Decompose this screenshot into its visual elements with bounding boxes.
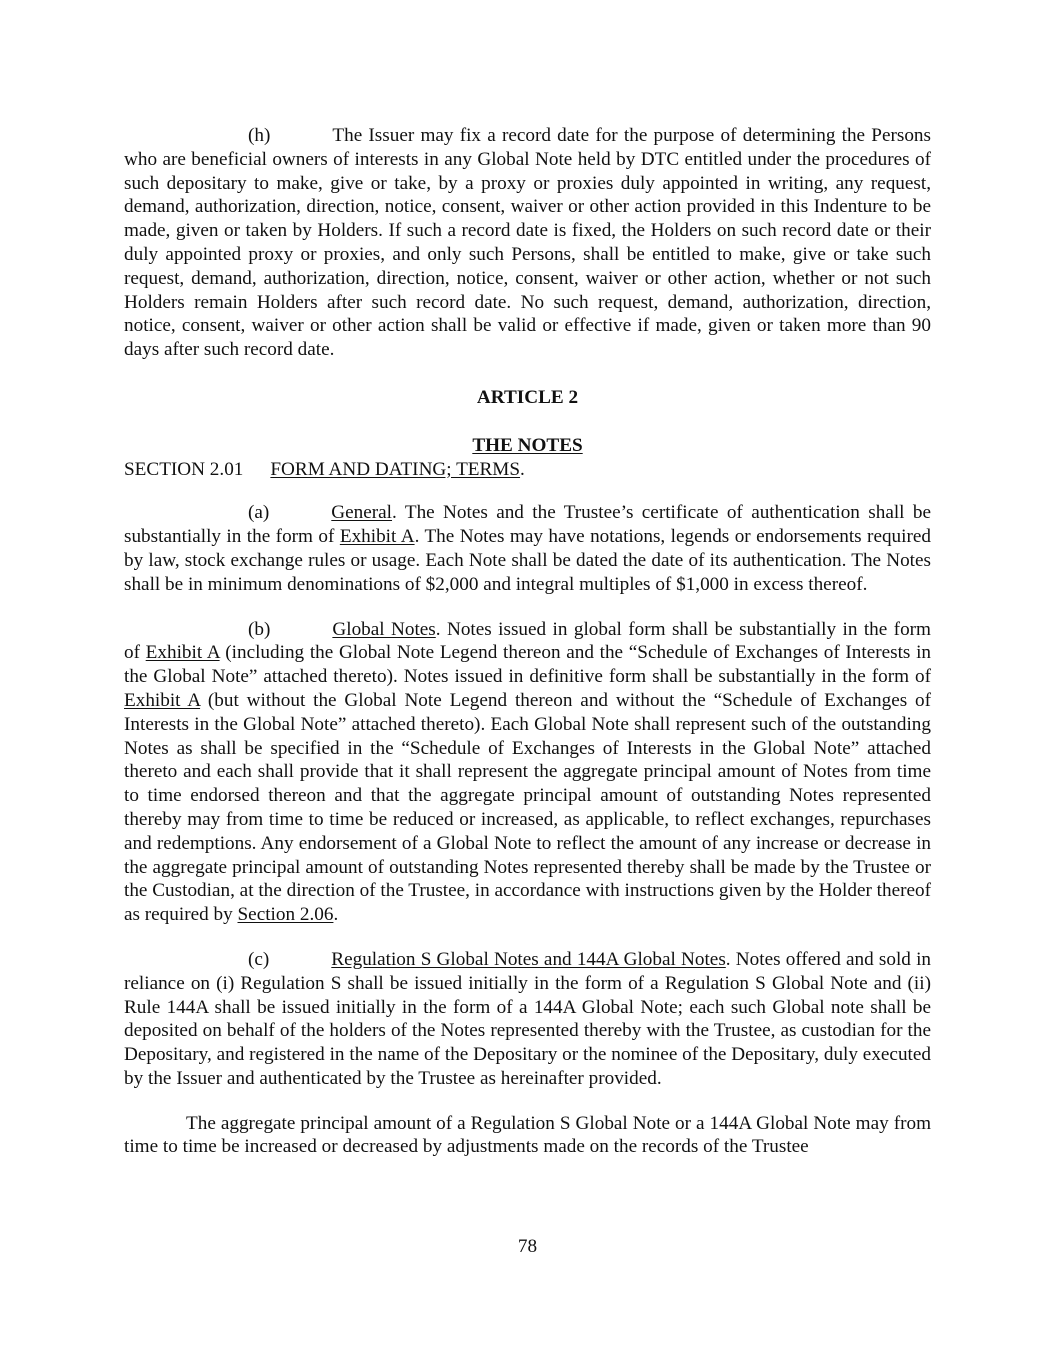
section-number: SECTION 2.01 — [124, 458, 244, 480]
paragraph-text: The aggregate principal amount of a Regulation S Global Note or a 144A Global Note may from time to time be increased or decreased by adjustments made on the records of the Trustee — [124, 1112, 931, 1158]
paragraph-text: . — [333, 904, 339, 926]
section-title: FORM AND DATING; TERMS — [270, 458, 521, 480]
article-title-text: THE NOTES — [472, 434, 583, 456]
exhibit-reference: Exhibit A — [339, 526, 415, 548]
paragraph-heading: Regulation S Global Notes and 144A Global Notes — [331, 948, 726, 970]
section-heading — [124, 458, 931, 482]
paragraph-text: . The Notes and the Trustee’s certificate of authentication shall be substantially in the form of — [124, 502, 931, 548]
paragraph-label: (a) — [248, 502, 270, 524]
article-title — [124, 434, 931, 458]
document-page — [124, 124, 931, 1159]
paragraph-c — [124, 948, 931, 1091]
paragraph-b — [124, 618, 931, 927]
section-trailing: . — [520, 458, 525, 480]
paragraph-aggregate — [124, 1112, 931, 1160]
paragraph-a — [124, 501, 931, 596]
paragraph-text: (but without the Global Note Legend thereon and without the “Schedule of Exchanges of Interests in the Global Note” attached thereto). Each Global Note shall represent such of the outstanding Notes as shall be specified in the “Schedule of Exchanges of Interests in the Global Note” attached thereto and each shall provide that it shall represent the aggregate principal amount of Notes from time to time endorsed thereon and that the aggregate principal amount of outstanding Notes represented thereby may from time to time be reduced or increased, as applicable, to reflect exchanges, repurchases and redemptions. Any endorsement of a Global Note to reflect the amount of any increase or decrease in the aggregate principal amount of outstanding Notes represented thereby shall be made by the Trustee or the Custodian, at the direction of the Trustee, in accordance with instructions given by the Holder thereof as required by — [124, 689, 932, 926]
paragraph-label: (h) — [248, 125, 271, 146]
paragraph-heading: Global Notes — [332, 618, 436, 640]
section-reference: Section 2.06 — [237, 904, 334, 926]
paragraph-heading: General — [331, 502, 393, 524]
exhibit-reference: Exhibit A — [145, 642, 220, 664]
paragraph-label: (b) — [248, 618, 271, 640]
paragraph-label: (c) — [248, 948, 270, 970]
paragraph-text: The Issuer may fix a record date for the purpose of determining the Persons who are beneficial owners of interests in any Global Note held by DTC entitled under the procedures of such depositary to make, give or take, by a proxy or proxies duly appointed in writing, any request, demand, authorization, direction, notice, consent, waiver or other action provided in this Indenture to be made, given or taken by Holders. If such a record date is fixed, the Holders on such record date or their duly appointed proxy or proxies, and only such Persons, shall be entitled to make, give or take such request, demand, authorization, direction, notice, consent, waiver or other action, whether or not such Holders remain Holders after such record date. No such request, demand, authorization, direction, notice, consent, waiver or other action shall be valid or effective if made, given or taken more than 90 days after such record date. — [124, 125, 931, 361]
exhibit-reference: Exhibit A — [124, 689, 201, 711]
article-number: ARTICLE 2 — [476, 386, 579, 408]
paragraph-text: (including the Global Note Legend thereon and the “Schedule of Exchanges of Interests in the Global Note” attached thereto). Notes issued in definitive form shall be substantially in the form of — [124, 642, 932, 688]
page-number: 78 — [517, 1236, 538, 1257]
paragraph-text: . Notes issued in global form shall be substantially in the form of — [124, 618, 931, 664]
paragraph-text: . Notes offered and sold in reliance on (i) Regulation S shall be issued initially in the form of a Regulation S Global Note and (ii) Rule 144A shall be issued initially in the form of a 144A Global Note; each such Global note shall be deposited on behalf of the holders of the Notes represented thereby with the Trustee, as custodian for the Depositary, and registered in the name of the Depositary or the nominee of the Depositary, duly executed by the Issuer and authenticated by the Trustee as hereinafter provided. — [124, 948, 931, 1089]
paragraph-text: . The Notes may have notations, legends or endorsements required by law, stock exchange rules or usage. Each Note shall be dated the date of its authentication. The Notes shall be in minimum denominations of $2,000 and integral multiples of $1,000 in excess thereof. — [124, 526, 931, 595]
paragraph-h — [124, 124, 931, 362]
